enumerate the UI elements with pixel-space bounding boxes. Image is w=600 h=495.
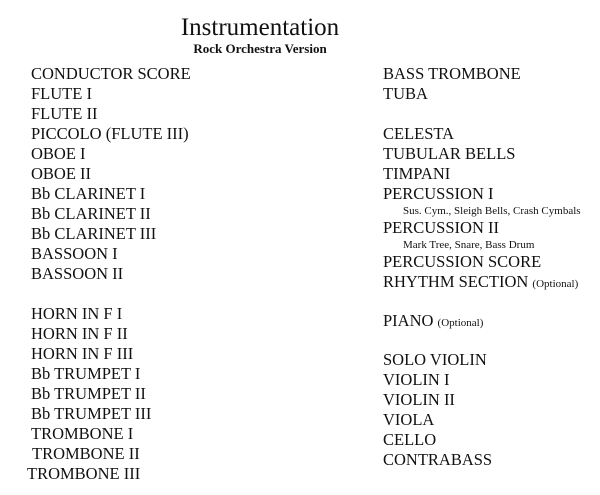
- instrument-horn-3: HORN IN F III: [31, 344, 134, 363]
- instrument-bassoon-1: BASSOON I: [31, 244, 118, 263]
- instrument-oboe-2: OBOE II: [31, 164, 92, 183]
- instrument-horn-1: HORN IN F I: [31, 304, 123, 323]
- left-instrument-column: [27, 64, 191, 484]
- page-subtitle: Rock Orchestra Version: [193, 41, 327, 56]
- percussion-1-note: Sus. Cym., Sleigh Bells, Crash Cymbals: [403, 205, 581, 217]
- instrument-trombone-2: TROMBONE II: [32, 444, 140, 463]
- instrument-flute-2: FLUTE II: [31, 104, 98, 123]
- instrument-clarinet-2: Bb CLARINET II: [31, 204, 151, 223]
- instrument-timpani: TIMPANI: [383, 164, 451, 183]
- instrument-trumpet-2: Bb TRUMPET II: [31, 384, 146, 403]
- instrument-celesta: CELESTA: [383, 124, 455, 143]
- instrument-cello: CELLO: [383, 430, 437, 449]
- instrument-viola: VIOLA: [383, 410, 435, 429]
- instrument-trombone-3: TROMBONE III: [27, 464, 141, 483]
- instrument-trumpet-1: Bb TRUMPET I: [31, 364, 141, 383]
- piano-label: PIANO: [383, 311, 434, 330]
- instrument-piccolo: PICCOLO (FLUTE III): [31, 124, 189, 143]
- instrument-horn-2: HORN IN F II: [31, 324, 128, 343]
- instrument-clarinet-3: Bb CLARINET III: [31, 224, 157, 243]
- section-spacer: [383, 331, 581, 350]
- instrument-percussion-2: PERCUSSION II: [383, 218, 499, 237]
- percussion-2-note: Mark Tree, Snare, Bass Drum: [403, 239, 535, 251]
- rhythm-section-label: RHYTHM SECTION: [383, 272, 529, 291]
- instrument-percussion-1: PERCUSSION I: [383, 184, 494, 203]
- instrument-flute-1: FLUTE I: [31, 84, 92, 103]
- section-spacer: [383, 292, 581, 311]
- piano-optional-note: (Optional): [437, 317, 484, 329]
- instrument-percussion-score: PERCUSSION SCORE: [383, 252, 542, 271]
- instrument-contrabass: CONTRABASS: [383, 450, 493, 469]
- right-instrument-column: [383, 64, 581, 470]
- instrument-violin-2: VIOLIN II: [383, 390, 455, 409]
- instrument-trombone-1: TROMBONE I: [31, 424, 134, 443]
- rhythm-section-optional-note: (Optional): [532, 278, 579, 290]
- instrument-bassoon-2: BASSOON II: [31, 264, 124, 283]
- page-title: Instrumentation: [180, 14, 340, 41]
- instrument-piano: [383, 311, 581, 331]
- section-spacer: [383, 104, 581, 124]
- instrument-oboe-1: OBOE I: [31, 144, 86, 163]
- instrument-clarinet-1: Bb CLARINET I: [31, 184, 146, 203]
- section-spacer: [31, 284, 191, 304]
- instrument-solo-violin: SOLO VIOLIN: [383, 350, 487, 369]
- instrument-tuba: TUBA: [383, 84, 428, 103]
- instrument-conductor-score: CONDUCTOR SCORE: [31, 64, 191, 83]
- instrument-trumpet-3: Bb TRUMPET III: [31, 404, 152, 423]
- instrument-tubular-bells: TUBULAR BELLS: [383, 144, 516, 163]
- instrument-violin-1: VIOLIN I: [383, 370, 450, 389]
- instrument-rhythm-section: [383, 272, 581, 292]
- instrument-bass-trombone: BASS TROMBONE: [383, 64, 521, 83]
